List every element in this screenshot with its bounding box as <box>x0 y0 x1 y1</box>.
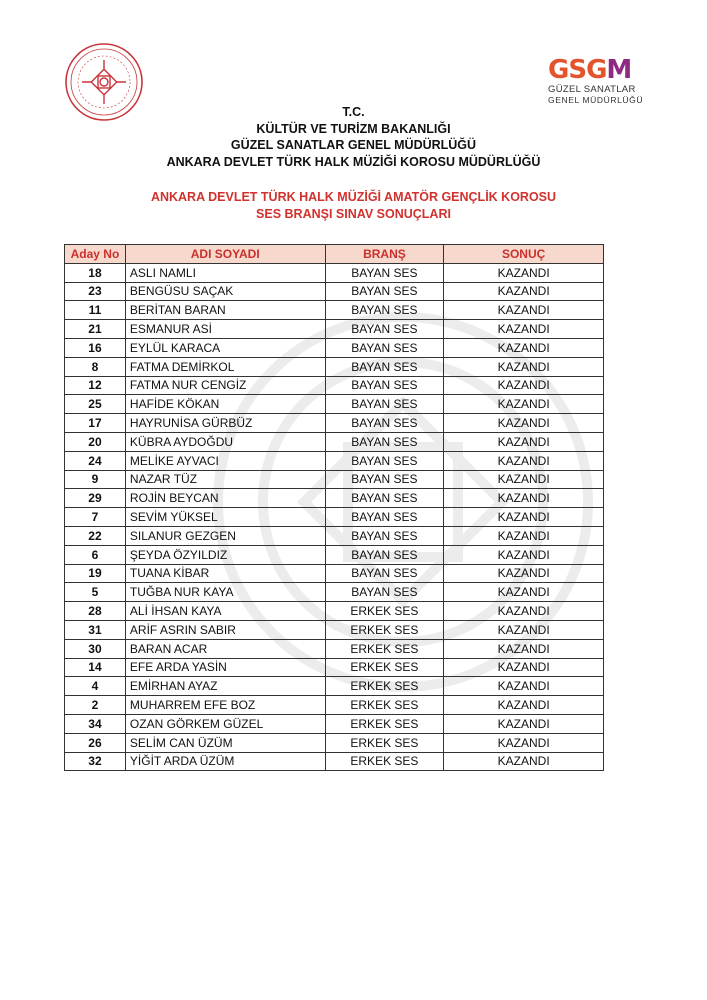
cell-branch: ERKEK SES <box>325 658 444 677</box>
cell-result: KAZANDI <box>444 564 604 583</box>
cell-result: KAZANDI <box>444 263 604 282</box>
cell-result: KAZANDI <box>444 639 604 658</box>
cell-candidate-no: 22 <box>65 526 126 545</box>
cell-name: ROJİN BEYCAN <box>125 489 325 508</box>
cell-name: EFE ARDA YASİN <box>125 658 325 677</box>
cell-branch: BAYAN SES <box>325 357 444 376</box>
cell-name: HAYRUNİSA GÜRBÜZ <box>125 414 325 433</box>
cell-candidate-no: 25 <box>65 395 126 414</box>
column-header-branch: BRANŞ <box>325 245 444 264</box>
results-table <box>64 244 604 771</box>
header-ministry: KÜLTÜR VE TURİZM BAKANLIĞI <box>256 121 451 136</box>
cell-branch: BAYAN SES <box>325 414 444 433</box>
table-row <box>65 432 604 451</box>
table-row <box>65 376 604 395</box>
cell-candidate-no: 5 <box>65 583 126 602</box>
header-directorate: GÜZEL SANATLAR GENEL MÜDÜRLÜĞÜ <box>230 138 477 152</box>
column-header-result: SONUÇ <box>444 245 604 264</box>
cell-result: KAZANDI <box>444 357 604 376</box>
subtitle-choir: ANKARA DEVLET TÜRK HALK MÜZİĞİ AMATÖR GENÇLİK KOROSU <box>150 190 557 204</box>
table-row <box>65 414 604 433</box>
cell-branch: BAYAN SES <box>325 263 444 282</box>
cell-candidate-no: 12 <box>65 376 126 395</box>
cell-result: KAZANDI <box>444 414 604 433</box>
cell-name: TUĞBA NUR KAYA <box>125 583 325 602</box>
cell-name: ŞEYDA ÖZYILDIZ <box>125 545 325 564</box>
cell-result: KAZANDI <box>444 696 604 715</box>
cell-name: BARAN ACAR <box>125 639 325 658</box>
table-row <box>65 639 604 658</box>
cell-candidate-no: 28 <box>65 602 126 621</box>
cell-result: KAZANDI <box>444 620 604 639</box>
cell-candidate-no: 2 <box>65 696 126 715</box>
cell-name: EMİRHAN AYAZ <box>125 677 325 696</box>
gsgm-logo-line2: GENEL MÜDÜRLÜĞÜ <box>548 95 644 105</box>
cell-name: SEVİM YÜKSEL <box>125 508 325 527</box>
table-row <box>65 677 604 696</box>
cell-branch: ERKEK SES <box>325 639 444 658</box>
cell-result: KAZANDI <box>444 376 604 395</box>
cell-result: KAZANDI <box>444 320 604 339</box>
cell-branch: BAYAN SES <box>325 489 444 508</box>
cell-branch: ERKEK SES <box>325 714 444 733</box>
cell-branch: ERKEK SES <box>325 602 444 621</box>
cell-candidate-no: 19 <box>65 564 126 583</box>
cell-branch: BAYAN SES <box>325 301 444 320</box>
table-row <box>65 470 604 489</box>
table-row <box>65 620 604 639</box>
cell-branch: BAYAN SES <box>325 338 444 357</box>
cell-candidate-no: 31 <box>65 620 126 639</box>
cell-name: OZAN GÖRKEM GÜZEL <box>125 714 325 733</box>
cell-result: KAZANDI <box>444 583 604 602</box>
table-row <box>65 320 604 339</box>
cell-name: MELİKE AYVACI <box>125 451 325 470</box>
cell-result: KAZANDI <box>444 733 604 752</box>
cell-result: KAZANDI <box>444 489 604 508</box>
cell-candidate-no: 24 <box>65 451 126 470</box>
cell-branch: ERKEK SES <box>325 733 444 752</box>
document-subtitle <box>0 189 707 222</box>
cell-name: MUHARREM EFE BOZ <box>125 696 325 715</box>
cell-name: YİĞİT ARDA ÜZÜM <box>125 752 325 771</box>
cell-candidate-no: 18 <box>65 263 126 282</box>
table-row <box>65 658 604 677</box>
cell-candidate-no: 34 <box>65 714 126 733</box>
cell-candidate-no: 11 <box>65 301 126 320</box>
cell-name: ALİ İHSAN KAYA <box>125 602 325 621</box>
table-row <box>65 526 604 545</box>
table-row <box>65 714 604 733</box>
cell-candidate-no: 21 <box>65 320 126 339</box>
cell-name: BERİTAN BARAN <box>125 301 325 320</box>
cell-result: KAZANDI <box>444 470 604 489</box>
cell-candidate-no: 32 <box>65 752 126 771</box>
table-row <box>65 752 604 771</box>
table-row <box>65 508 604 527</box>
table-row <box>65 733 604 752</box>
cell-result: KAZANDI <box>444 602 604 621</box>
cell-branch: ERKEK SES <box>325 696 444 715</box>
cell-result: KAZANDI <box>444 508 604 527</box>
cell-branch: ERKEK SES <box>325 620 444 639</box>
gsgm-logo-mark: GSGM <box>548 55 632 85</box>
table-row <box>65 696 604 715</box>
table-row <box>65 282 604 301</box>
table-row <box>65 301 604 320</box>
subtitle-results: SES BRANŞI SINAV SONUÇLARI <box>256 206 451 221</box>
table-row <box>65 545 604 564</box>
table-row <box>65 338 604 357</box>
cell-candidate-no: 20 <box>65 432 126 451</box>
cell-name: EYLÜL KARACA <box>125 338 325 357</box>
cell-name: SELİM CAN ÜZÜM <box>125 733 325 752</box>
cell-candidate-no: 6 <box>65 545 126 564</box>
cell-result: KAZANDI <box>444 395 604 414</box>
header-choir-directorate: ANKARA DEVLET TÜRK HALK MÜZİĞİ KOROSU MÜDÜRLÜĞÜ <box>166 154 541 169</box>
column-header-candidate-no: Aday No <box>65 245 126 264</box>
table-row <box>65 564 604 583</box>
cell-result: KAZANDI <box>444 282 604 301</box>
cell-name: HAFİDE KÖKAN <box>125 395 325 414</box>
cell-branch: BAYAN SES <box>325 376 444 395</box>
table-row <box>65 602 604 621</box>
cell-name: SILANUR GEZGEN <box>125 526 325 545</box>
cell-result: KAZANDI <box>444 752 604 771</box>
cell-name: BENGÜSU SAÇAK <box>125 282 325 301</box>
cell-candidate-no: 9 <box>65 470 126 489</box>
cell-branch: ERKEK SES <box>325 752 444 771</box>
cell-branch: BAYAN SES <box>325 508 444 527</box>
cell-result: KAZANDI <box>444 301 604 320</box>
cell-name: FATMA DEMİRKOL <box>125 357 325 376</box>
table-row <box>65 583 604 602</box>
cell-candidate-no: 4 <box>65 677 126 696</box>
cell-name: ESMANUR ASİ <box>125 320 325 339</box>
cell-branch: BAYAN SES <box>325 526 444 545</box>
table-row <box>65 357 604 376</box>
cell-name: ARİF ASRIN SABIR <box>125 620 325 639</box>
cell-candidate-no: 26 <box>65 733 126 752</box>
cell-result: KAZANDI <box>444 545 604 564</box>
table-row <box>65 263 604 282</box>
cell-branch: ERKEK SES <box>325 677 444 696</box>
cell-result: KAZANDI <box>444 432 604 451</box>
cell-branch: BAYAN SES <box>325 470 444 489</box>
cell-candidate-no: 16 <box>65 338 126 357</box>
cell-candidate-no: 23 <box>65 282 126 301</box>
cell-candidate-no: 14 <box>65 658 126 677</box>
cell-result: KAZANDI <box>444 677 604 696</box>
column-header-name: ADI SOYADI <box>125 245 325 264</box>
cell-candidate-no: 17 <box>65 414 126 433</box>
table-header-row <box>65 245 604 264</box>
cell-branch: BAYAN SES <box>325 564 444 583</box>
header-tc: T.C. <box>342 105 365 119</box>
cell-name: KÜBRA AYDOĞDU <box>125 432 325 451</box>
cell-candidate-no: 8 <box>65 357 126 376</box>
gsgm-logo-line1: GÜZEL SANATLAR <box>548 84 636 95</box>
cell-name: ASLI NAMLI <box>125 263 325 282</box>
cell-candidate-no: 29 <box>65 489 126 508</box>
cell-name: TUANA KİBAR <box>125 564 325 583</box>
cell-name: NAZAR TÜZ <box>125 470 325 489</box>
cell-branch: BAYAN SES <box>325 451 444 470</box>
cell-result: KAZANDI <box>444 451 604 470</box>
cell-result: KAZANDI <box>444 714 604 733</box>
document-header <box>0 104 707 170</box>
cell-result: KAZANDI <box>444 338 604 357</box>
cell-result: KAZANDI <box>444 526 604 545</box>
table-row <box>65 451 604 470</box>
table-row <box>65 489 604 508</box>
cell-branch: BAYAN SES <box>325 282 444 301</box>
cell-name: FATMA NUR CENGİZ <box>125 376 325 395</box>
cell-candidate-no: 7 <box>65 508 126 527</box>
cell-result: KAZANDI <box>444 658 604 677</box>
table-row <box>65 395 604 414</box>
cell-branch: BAYAN SES <box>325 395 444 414</box>
cell-branch: BAYAN SES <box>325 320 444 339</box>
cell-branch: BAYAN SES <box>325 432 444 451</box>
cell-candidate-no: 30 <box>65 639 126 658</box>
cell-branch: BAYAN SES <box>325 545 444 564</box>
cell-branch: BAYAN SES <box>325 583 444 602</box>
